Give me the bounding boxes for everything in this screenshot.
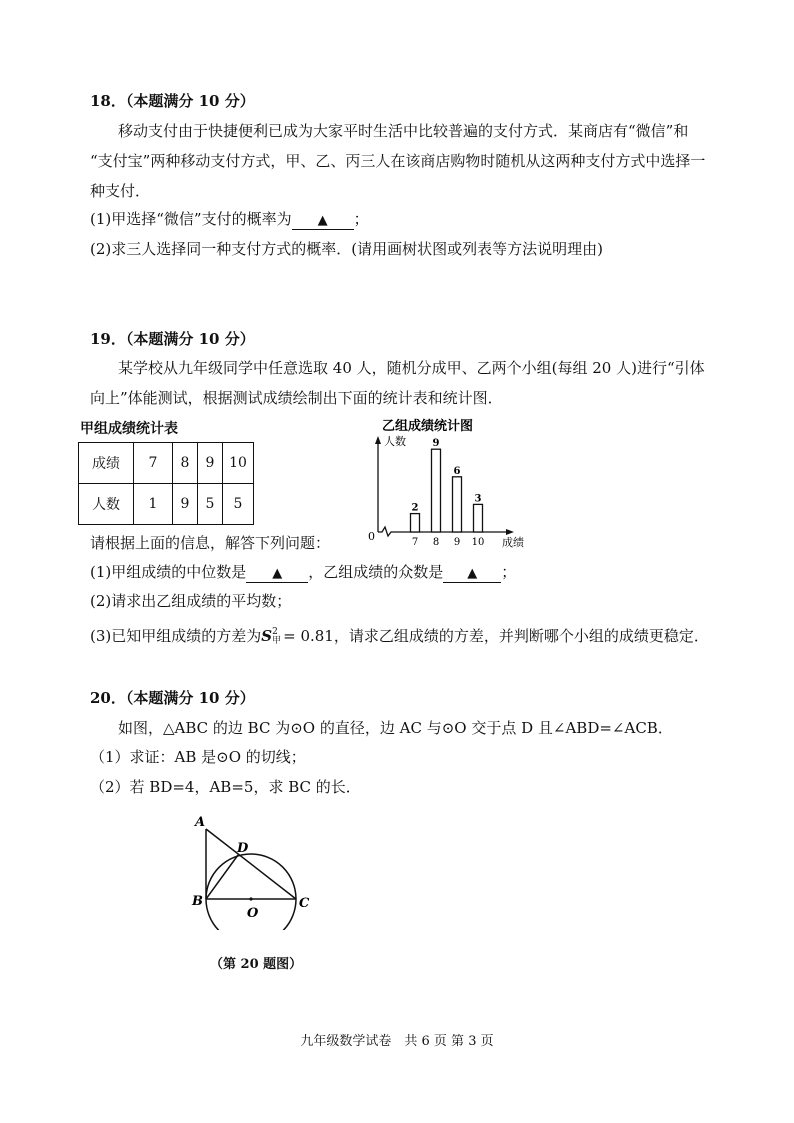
point-label-c: C — [299, 896, 310, 911]
data-label-8: 9 — [432, 438, 440, 450]
q20-subquestion-1: （1）求证：AB 是⊙O 的切线； — [90, 748, 306, 766]
blank-triangle-icon: ▲ — [317, 213, 328, 228]
table-title: 甲组成绩统计表 — [80, 421, 178, 437]
table-row-label: 成绩 — [79, 443, 134, 484]
center-point — [249, 897, 252, 900]
q20-subquestion-2: （2）若 BD=4，AB=5，求 BC 的长． — [90, 778, 361, 796]
table-cell: 10 — [223, 443, 254, 484]
page-footer: 九年级数学试卷 共 6 页 第 3 页 — [300, 1034, 494, 1049]
segment-ac — [206, 829, 296, 899]
table-row-label: 人数 — [79, 484, 134, 525]
q18-sub1-prefix: (1)甲选择“微信”支付的概率为 — [90, 210, 292, 228]
q20-header: 20．（本题满分 10 分） — [90, 689, 255, 707]
point-label-b: B — [192, 894, 203, 909]
answer-blank — [292, 211, 354, 230]
chart-title: 乙组成绩统计图 — [382, 419, 474, 434]
variance-subscript: 甲 — [272, 636, 282, 646]
bar-9 — [453, 477, 462, 532]
q19-prompt: 请根据上面的信息，解答下列问题： — [90, 534, 331, 552]
q18-subquestion-1 — [90, 209, 369, 230]
q19-subquestion-1 — [90, 562, 516, 583]
q20-paragraph: 如图，△ABC 的边 BC 为⊙O 的直径，边 AC 与⊙O 交于点 D 且∠ABD=∠ACB． — [118, 719, 673, 737]
y-axis-label: 人数 — [384, 435, 406, 448]
point-label-o: O — [247, 906, 259, 921]
q19-sub3-part-a: (3)已知甲组成绩的方差为 — [90, 627, 262, 645]
x-tick-label-8: 8 — [432, 537, 440, 548]
figure-caption: （第 20 题图） — [210, 957, 303, 972]
bar-8 — [432, 449, 441, 532]
table-cell: 1 — [134, 484, 173, 525]
table-row — [79, 484, 254, 525]
data-label-9: 6 — [453, 465, 461, 477]
x-tick-label-10: 10 — [471, 537, 485, 548]
data-label-10: 3 — [474, 493, 482, 505]
q19-sub1-part-c: ； — [501, 563, 517, 581]
x-tick-label-7: 7 — [411, 537, 419, 548]
y-axis-arrow-icon — [375, 436, 381, 444]
x-axis-label: 成绩 — [502, 536, 524, 549]
table-cell: 5 — [223, 484, 254, 525]
data-label-7: 2 — [411, 502, 419, 514]
q18-paragraph-line-1: 移动支付由于快捷便利已成为大家平时生活中比较普遍的支付方式．某商店有“微信”和 — [118, 122, 689, 140]
variance-indices — [272, 628, 281, 646]
blank-triangle-icon: ▲ — [272, 566, 283, 581]
point-label-a: A — [195, 815, 206, 830]
q19-header: 19．（本题满分 10 分） — [90, 330, 255, 348]
table-cell: 9 — [173, 484, 198, 525]
table-cell: 7 — [134, 443, 173, 484]
variance-symbol: S — [261, 627, 273, 645]
q18-paragraph-line-2: “支付宝”两种移动支付方式，甲、乙、丙三人在该商店购物时随机从这两种支付方式中选择一 — [90, 152, 706, 170]
answer-blank — [246, 564, 308, 583]
point-label-d: D — [237, 841, 249, 856]
x-axis — [378, 527, 510, 536]
q18-sub1-suffix: ； — [353, 210, 369, 228]
variance-superscript: 2 — [272, 627, 278, 637]
group-a-stats-table — [78, 442, 254, 525]
blank-triangle-icon: ▲ — [467, 566, 478, 581]
q18-subquestion-2: (2)求三人选择同一种支付方式的概率．(请用画树状图或列表等方法说明理由) — [90, 240, 603, 258]
q19-sub1-part-b: ，乙组成绩的众数是 — [308, 563, 444, 581]
x-axis-arrow-icon — [506, 529, 514, 535]
q19-paragraph-line-1: 某学校从九年级同学中任意选取 40 人，随机分成甲、乙两个小组(每组 20 人)进行“引体 — [118, 359, 705, 377]
q18-header: 18．（本题满分 10 分） — [90, 92, 255, 110]
table-cell: 5 — [198, 484, 223, 525]
segment-bd — [206, 855, 238, 899]
table-cell: 9 — [198, 443, 223, 484]
table-cell: 8 — [173, 443, 198, 484]
q19-sub3-part-b: = 0.81，请求乙组成绩的方差，并判断哪个小组的成绩更稳定． — [283, 627, 709, 645]
geometry-figure — [185, 805, 325, 930]
group-b-bar-chart — [360, 412, 540, 552]
origin-label: 0 — [368, 530, 375, 543]
q19-subquestion-2: (2)请求出乙组成绩的平均数； — [90, 592, 292, 610]
q19-subquestion-3 — [90, 626, 709, 646]
q19-paragraph-line-2: 向上”体能测试，根据测试成绩绘制出下面的统计表和统计图． — [90, 389, 503, 407]
bar-7 — [411, 514, 420, 532]
q19-sub1-part-a: (1)甲组成绩的中位数是 — [90, 563, 247, 581]
table-row — [79, 443, 254, 484]
bar-10 — [474, 504, 483, 532]
x-tick-label-9: 9 — [453, 537, 461, 548]
q18-paragraph-line-3: 种支付． — [90, 182, 151, 200]
answer-blank — [443, 564, 501, 583]
